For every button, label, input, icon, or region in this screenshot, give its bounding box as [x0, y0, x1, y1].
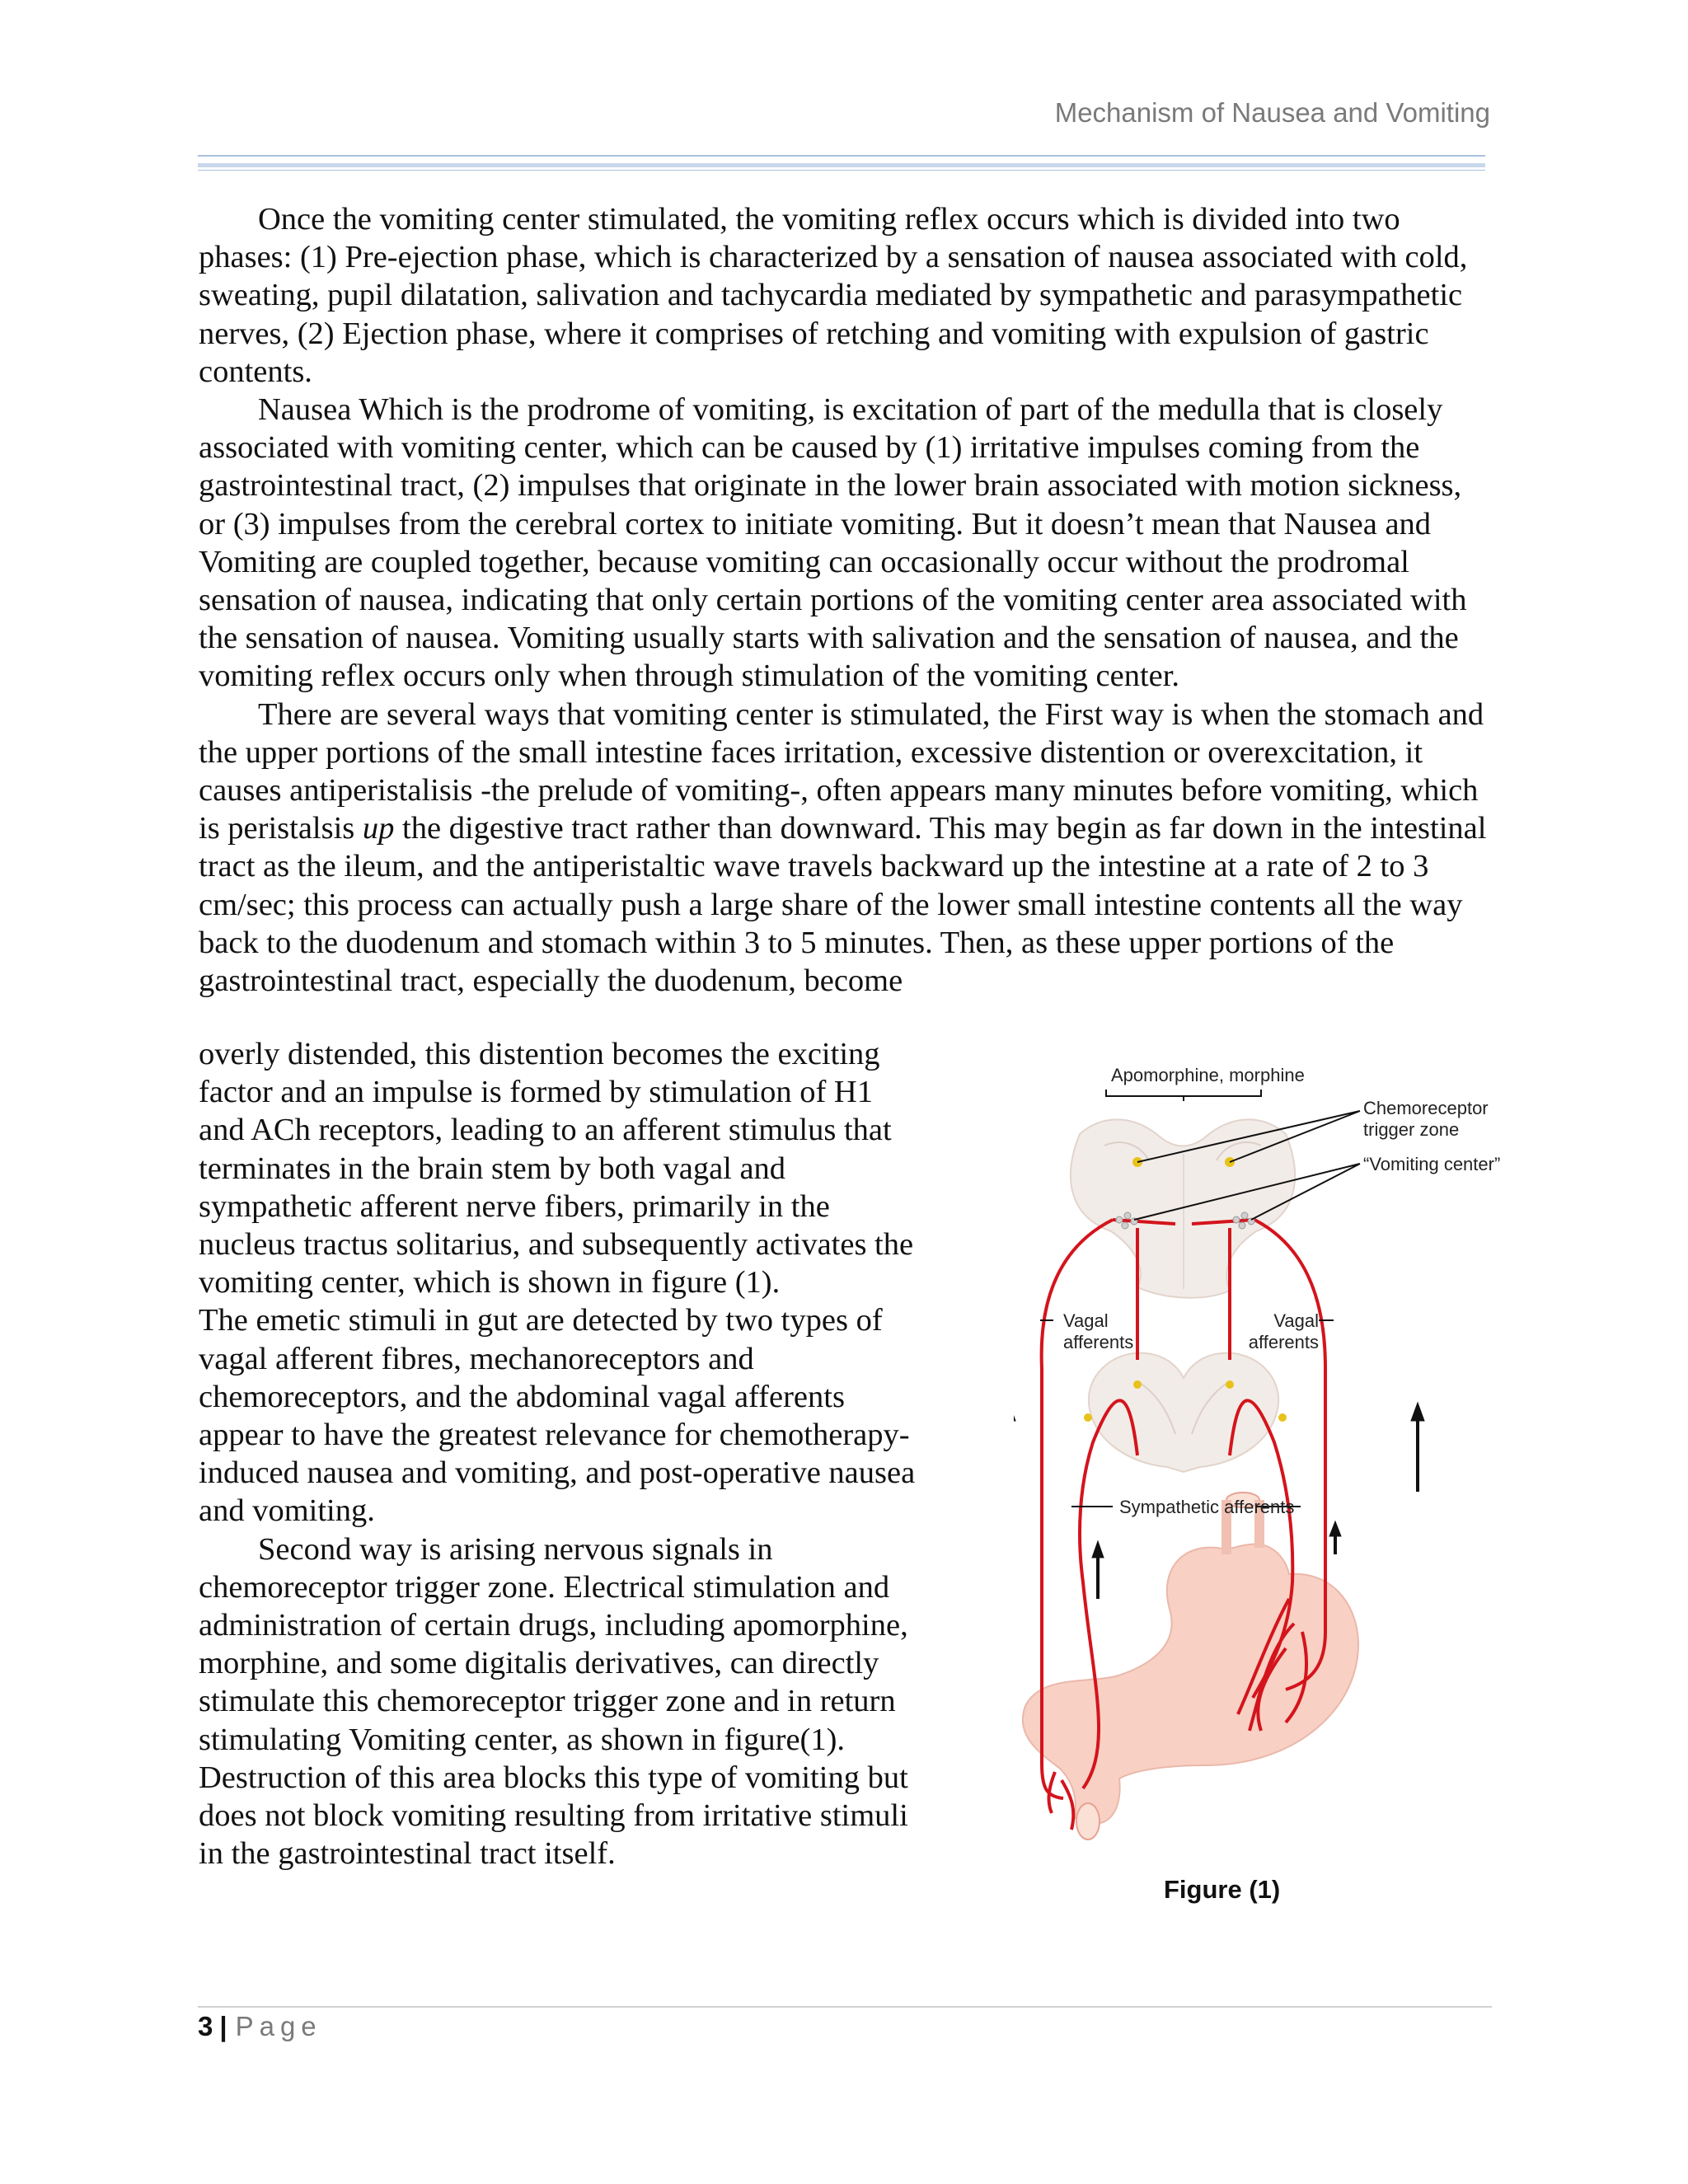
- body-text-left-column: [199, 1035, 924, 1872]
- paragraph-distention-continued: overly distended, this distention becomes the exciting factor and an impulse is formed by stimulation of H1 and ACh receptors, leading to an afferent stimulus that terminates in the brain stem by both vagal and sympathetic afferent nerve fibers, primarily in the nucleus tractus solitarius, and subsequently activates the vomiting center, which is shown in figure (1).: [199, 1037, 914, 1301]
- paragraph-nausea: Nausea Which is the prodrome of vomiting, is excitation of part of the medulla that is closely associated with vomiting center, which can be caused by (1) irritative impulses coming from the gastrointestinal tract, (2) impulses that originate in the lower brain associated with motion sickness, or (3) impulses from the cerebral cortex to initiate vomiting. But it doesn’t mean that Nausea and Vomiting are coupled together, because vomiting can occasionally occur without the prodromal sensation of nausea, indicating that only certain portions of the vomiting center area associated with the sensation of nausea. Vomiting usually starts with salivation and the sensation of nausea, and the vomiting reflex occurs only when through stimulation of the vomiting center.: [199, 392, 1467, 694]
- label-chemoreceptor-trigger-zone: Chemoreceptor trigger zone: [1363, 1098, 1489, 1140]
- header-rule-thick: [198, 163, 1485, 167]
- paragraph-emetic-stimuli: The emetic stimuli in gut are detected by two types of vagal afferent fibres, mechanoreceptors and chemoreceptors, and the abdominal vagal afferents appear to have the greatest relevance for chemotherapy-induced nausea and vomiting, and post-operative nausea and vomiting.: [199, 1303, 916, 1529]
- page-number: 3: [198, 2011, 213, 2041]
- running-header: Mechanism of Nausea and Vomiting: [1054, 97, 1490, 128]
- stomach-shape: [1023, 1544, 1358, 1823]
- footer-separator: |: [219, 2011, 227, 2041]
- paragraph-vomiting-phases: Once the vomiting center stimulated, the vomiting reflex occurs which is divided into two phases: (1) Pre-ejection phase, which is characterized by a sensation of nausea associated with cold, sweating, pupil dilatation, salivation and tachycardia mediated by sympathetic and parasympathetic nerves, (2) Ejection phase, where it comprises of retching and vomiting with expulsion of gastric contents.: [199, 202, 1468, 389]
- figure-caption: Figure (1): [1164, 1875, 1281, 1904]
- label-apomorphine: Apomorphine, morphine: [1111, 1065, 1305, 1085]
- label-vagal-afferents-left: Vagal afferents: [1063, 1310, 1134, 1352]
- label-vomiting-center: “Vomiting center”: [1363, 1154, 1501, 1174]
- paragraph-stimulation-ways: There are several ways that vomiting center is stimulated, the First way is when the stomach and the upper portions of the small intestine faces irritation, excessive distention or overexcitation, it causes antiperistalisis -the prelude of vomiting-, often appears many minutes before vomiting, which is peristalsis up the digestive tract rather than downward. This may begin as far down in the intestinal tract as the ileum, and the antiperistaltic wave travels backward up the intestine at a rate of 2 to 3 cm/sec; this process can actually push a large share of the lower small intestine contents all the way back to the duodenum and stomach within 3 to 5 minutes. Then, as these upper portions of the gastrointestinal tract, especially the duodenum, become: [199, 696, 1487, 999]
- page-label: Page: [235, 2011, 322, 2041]
- vomiting-pathway-diagram: [1014, 1055, 1525, 1871]
- label-vagal-afferents-right: Vagal afferents: [1248, 1310, 1319, 1352]
- paragraph-trigger-zone: Second way is arising nervous signals in chemoreceptor trigger zone. Electrical stimulation and administration of certain drugs, including apomorphine, morphine, and some digitalis derivatives, can directly stimulate this chemoreceptor trigger zone and in return stimulating Vomiting center, as shown in figure(1). Destruction of this area blocks this type of vomiting but does not block vomiting resulting from irritative stimuli in the gastrointestinal tract itself.: [199, 1531, 908, 1872]
- label-sympathetic-afferents: Sympathetic afferents: [1119, 1497, 1295, 1517]
- body-text-full-width: [199, 200, 1493, 1000]
- header-rule-bottom: [198, 170, 1485, 171]
- header-rule-top: [198, 155, 1485, 157]
- spinal-cord-shape: [1089, 1353, 1278, 1472]
- page-footer: [198, 2011, 322, 2042]
- footer-rule: [198, 2006, 1492, 2008]
- figure-vomiting-pathways: [1014, 1055, 1525, 1920]
- emphasis-up: up: [362, 811, 395, 846]
